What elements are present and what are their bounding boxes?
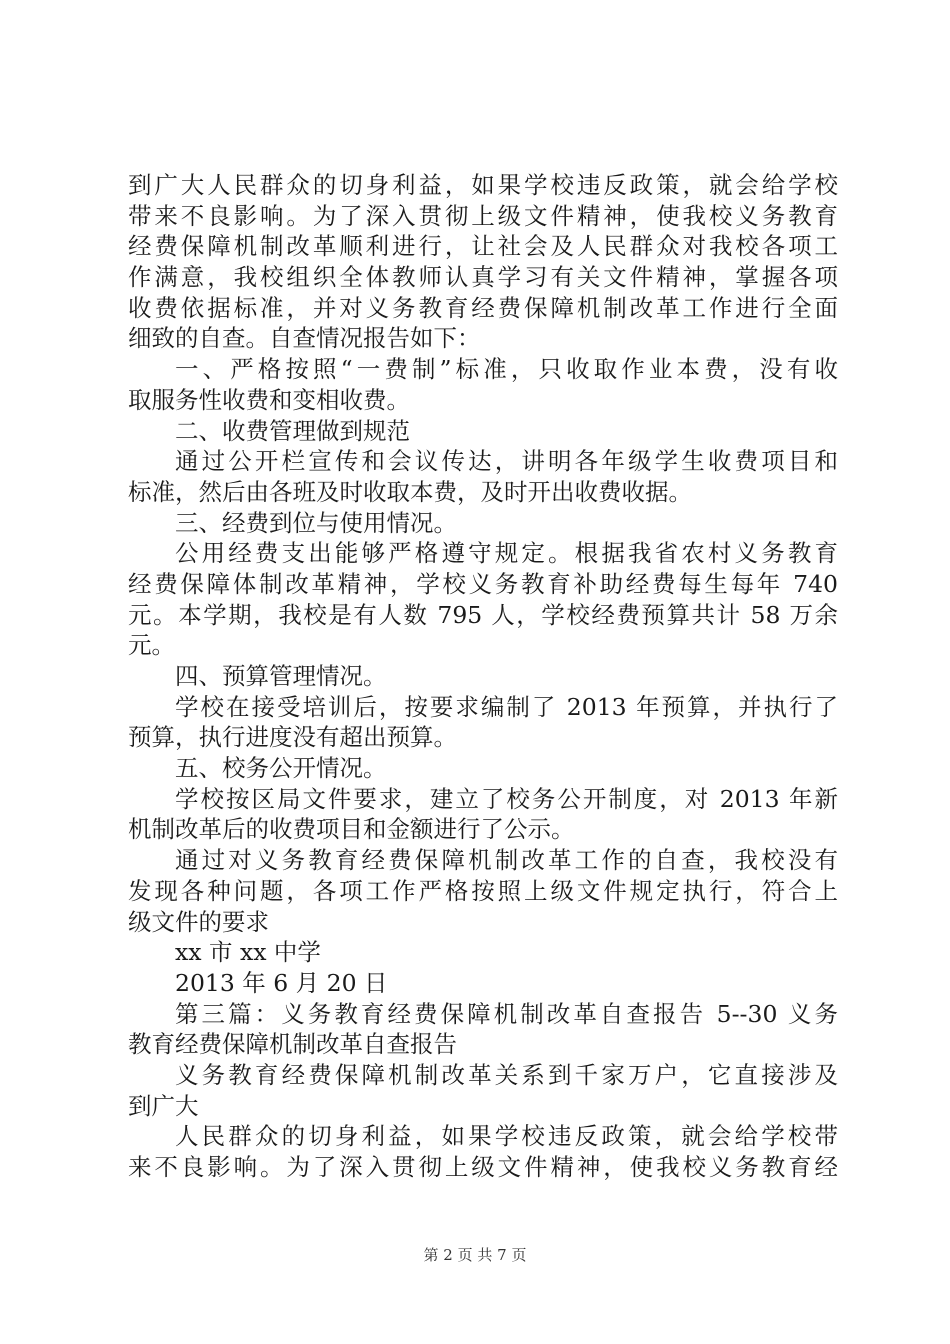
text-line: 收费依据标准，并对义务教育经费保障机制改革工作进行全面 [128,293,838,322]
text-line: 2013 年 6 月 20 日 [175,968,388,997]
text-line: xx 市 xx 中学 [175,938,321,967]
text-line: 四、预算管理情况。 [175,662,387,690]
text-line: 机制改革后的收费项目和金额进行了公示。 [128,815,575,844]
page-footer: 第 2 页 共 7 页 [423,1246,527,1264]
text-line: 通过公开栏宣传和会议传达，讲明各年级学生收费项目和 [175,447,838,476]
text-line: 细致的自查。自查情况报告如下： [128,324,481,353]
text-line: 到广大 [128,1091,199,1120]
text-line: 到广大人民群众的切身利益，如果学校违反政策，就会给学校 [128,171,838,199]
document-body [128,170,838,1183]
text-line: 标准，然后由各班及时收取本费，及时开出收费收据。 [128,477,692,506]
text-line: 带来不良影响。为了深入贯彻上级文件精神，使我校义务教育 [128,201,838,230]
text-line: 教育经费保障机制改革自查报告 [128,1030,457,1059]
text-line: 三、经费到位与使用情况。 [175,508,457,537]
text-line: 公用经费支出能够严格遵守规定。根据我省农村义务教育 [175,539,838,568]
text-line: 人民群众的切身利益，如果学校违反政策，就会给学校带 [175,1122,838,1151]
text-line: 来不良影响。为了深入贯彻上级文件精神，使我校义务教育经 [128,1153,838,1181]
text-line: 义务教育经费保障机制改革关系到千家万户，它直接涉及 [175,1060,838,1089]
text-line: 一、严格按照“一费制”标准，只收取作业本费，没有收 [175,355,838,384]
text-line: 二、收费管理做到规范 [175,416,410,445]
text-line: 经费保障机制改革顺利进行，让社会及人民群众对我校各项工 [128,232,838,261]
text-line: 取服务性收费和变相收费。 [128,385,410,414]
text-line: 元。 [128,631,175,660]
text-line: 通过对义务教育经费保障机制改革工作的自查，我校没有 [175,846,838,875]
text-line: 五、校务公开情况。 [175,754,387,783]
text-line: 发现各种问题，各项工作严格按照上级文件规定执行，符合上 [128,876,838,905]
text-line: 级文件的要求 [128,907,269,936]
text-line: 元。本学期，我校是有人数 795 人，学校经费预算共计 58 万余 [128,600,838,629]
text-line: 第三篇：义务教育经费保障机制改革自查报告 5--30 义务 [175,999,838,1028]
text-line: 作满意，我校组织全体教师认真学习有关文件精神，掌握各项 [128,263,838,292]
text-line: 预算，执行进度没有超出预算。 [128,723,457,752]
text-line: 学校在接受培训后，按要求编制了 2013 年预算，并执行了 [175,692,838,721]
text-line: 经费保障体制改革精神，学校义务教育补助经费每生每年 740 [128,569,838,598]
text-line: 学校按区局文件要求，建立了校务公开制度，对 2013 年新 [175,784,838,813]
